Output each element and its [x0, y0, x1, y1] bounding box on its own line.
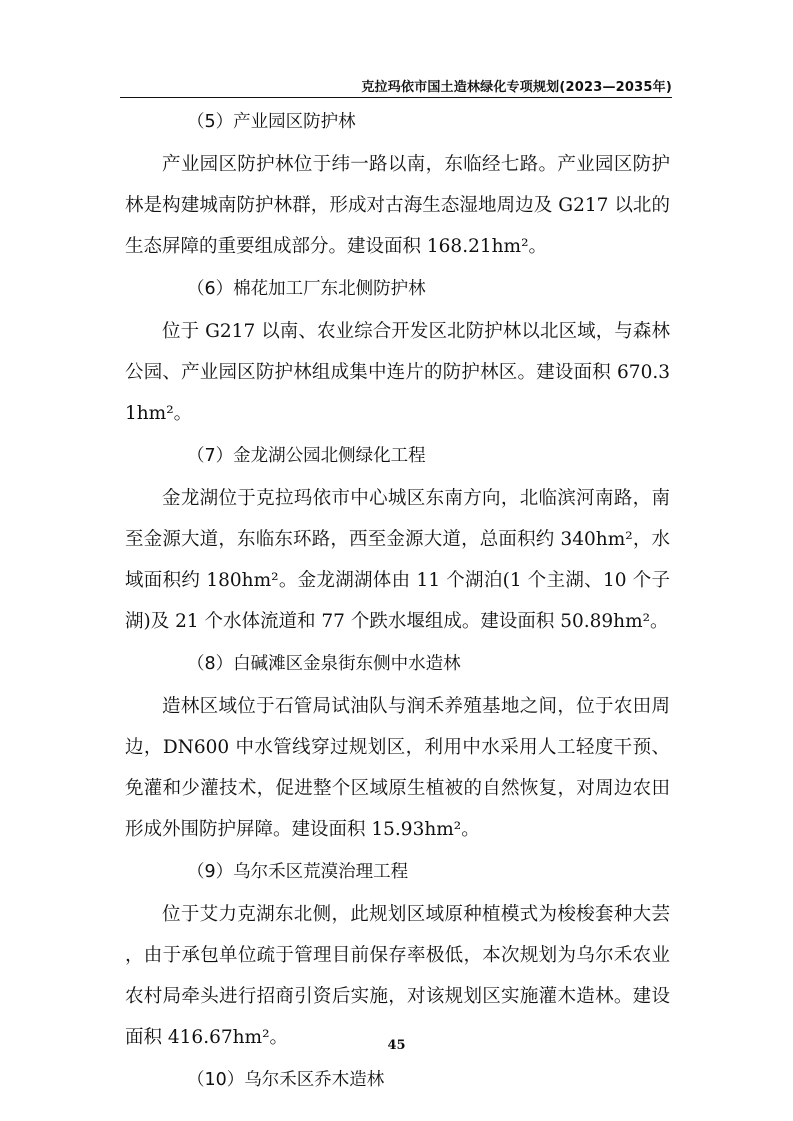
section-heading-5: （5）产业园区防护林	[187, 112, 356, 132]
section-heading-9: （9）乌尔禾区荒漠治理工程	[187, 862, 409, 882]
running-header-title: 克拉玛依市国土造林绿化专项规划(2023—2035年)	[361, 80, 672, 95]
section-heading-8: （8）白碱滩区金泉街东侧中水造林	[187, 654, 461, 674]
section-heading-10: （10）乌尔禾区乔木造林	[187, 1070, 385, 1090]
section-paragraph-5: 产业园区防护林位于纬一路以南，东临经七路。产业园区防护林是构建城南防护林群，形成对古海生态湿地周边及 G217 以北的生态屏障的重要组成部分。建设面积 168.21hm²。	[125, 154, 670, 257]
section-paragraph-9: 位于艾力克湖东北侧，此规划区域原种植模式为梭梭套种大芸，由于承包单位疏于管理目前保存率极低，本次规划为乌尔禾农业农村局牵头进行招商引资后实施，对该规划区实施灌木造林。建设面积 416.67hm²。	[125, 904, 670, 1048]
section-paragraph-7: 金龙湖位于克拉玛依市中心城区东南方向，北临滨河南路，南至金源大道，东临东环路，西至金源大道，总面积约 340hm²，水域面积约 180hm²。金龙湖湖体由 11 个湖泊(1 个主湖、10 个子湖)及 21 个水体流道和 77 个跌水堰组成。建设面积 50.89hm²。	[125, 488, 670, 632]
document-body	[125, 100, 670, 1102]
header-rule	[120, 97, 672, 98]
section-heading-7: （7）金龙湖公园北侧绿化工程	[187, 446, 426, 466]
page-number: 45	[387, 1038, 406, 1053]
section-paragraph-6: 位于 G217 以南、农业综合开发区北防护林以北区域，与森林公园、产业园区防护林组成集中连片的防护林区。建设面积 670.31hm²。	[125, 321, 670, 424]
section-heading-6: （6）棉花加工厂东北侧防护林	[187, 279, 426, 299]
section-paragraph-8: 造林区域位于石管局试油队与润禾养殖基地之间，位于农田周边，DN600 中水管线穿过规划区，利用中水采用人工轻度干预、免灌和少灌技术，促进整个区域原生植被的自然恢复，对周边农田形成外围防护屏障。建设面积 15.93hm²。	[125, 696, 670, 840]
